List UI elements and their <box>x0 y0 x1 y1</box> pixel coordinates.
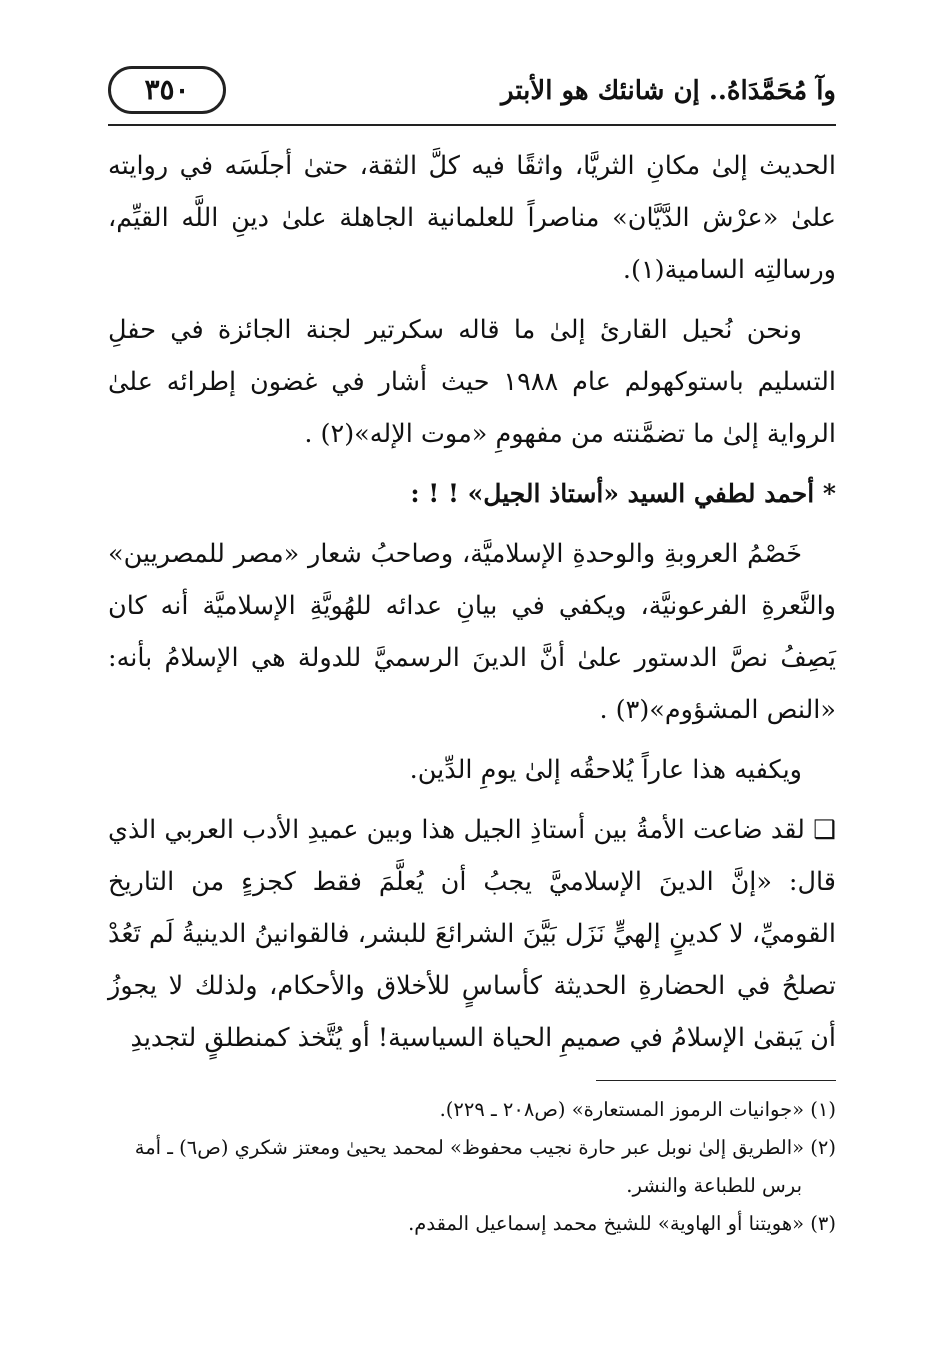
footnote-2-continued: برس للطباعة والنشر. <box>626 1174 802 1197</box>
header-title: وآ مُحَمَّدَاهُ.. إن شانئك هو الأبتر <box>500 76 836 106</box>
footnote-1: (١) «جوانيات الرموز المستعارة» (ص٢٠٨ ـ ٢٢٩). <box>439 1098 836 1121</box>
footnotes <box>108 1091 836 1243</box>
paragraph-2: ونحن نُحيل القارئ إلىٰ ما قاله سكرتير لجنة الجائزة في حفلِ التسليم باستوكهولم عام ١٩٨٨ حيث أشار في غضون إطرائه علىٰ الرواية إلىٰ ما تضمَّنته من مفهومِ «موت الإله»(٢) . <box>108 315 836 449</box>
paragraph-1: الحديث إلىٰ مكانِ الثريَّا، واثقًا فيه كلَّ الثقة، حتىٰ أجلَسَه في روايته علىٰ «عرْش الدَّيَّان» مناصراً للعلمانية الجاهلة علىٰ دينِ اللَّه القيِّم، ورسالتِه السامية(١). <box>108 151 836 285</box>
footnote-3: (٣) «هويتنا أو الهاوية» للشيخ محمد إسماعيل المقدم. <box>408 1212 836 1235</box>
section-heading: * أحمد لطفي السيد «أستاذ الجيل» ! ! : <box>410 479 836 508</box>
footnote-separator <box>596 1080 836 1081</box>
footnote-2: (٢) «الطريق إلىٰ نوبل عبر حارة نجيب محفوظ» لمحمد يحيىٰ ومعتز شكري (ص٦) ـ أمة <box>134 1136 836 1159</box>
page-number: ٣٥٠ <box>108 66 226 114</box>
main-text <box>108 140 836 1064</box>
paragraph-5: ❑ لقد ضاعت الأمةُ بين أستاذِ الجيل هذا وبين عميدِ الأدب العربي الذي قال: «إنَّ الدينَ الإسلاميَّ يجبُ أن يُعلَّمَ فقط كجزءٍ من التاريخ القوميِّ، لا كدينٍ إلهيٍّ نَزَل بَيَّنَ الشرائعَ للبشر، فالقوانينُ الدينيةُ لَم تَعُدْ تصلحُ في الحضارةِ الحديثة كأساسٍ للأخلاق والأحكام، ولذلك لا يجوزُ أن يَبقىٰ الإسلامُ في صميمِ الحياة السياسية! أو يُتَّخذ كمنطلقٍ لتجديدِ <box>108 815 836 1053</box>
running-header <box>108 62 836 126</box>
book-page <box>108 62 836 1243</box>
paragraph-4: ويكفيه هذا عاراً يُلاحقُه إلىٰ يومِ الدِّين. <box>409 755 802 785</box>
paragraph-3: خَصْمُ العروبةِ والوحدةِ الإسلاميَّة، وصاحبُ شعار «مصر للمصريين» والنَّعرةِ الفرعونيَّة، ويكفي في بيانِ عدائه للهُويَّةِ الإسلاميَّة أنه كان يَصِفُ نصَّ الدستور علىٰ أنَّ الدينَ الرسميَّ للدولة هي الإسلامُ بأنه: «النص المشؤوم»(٣) . <box>108 539 836 725</box>
